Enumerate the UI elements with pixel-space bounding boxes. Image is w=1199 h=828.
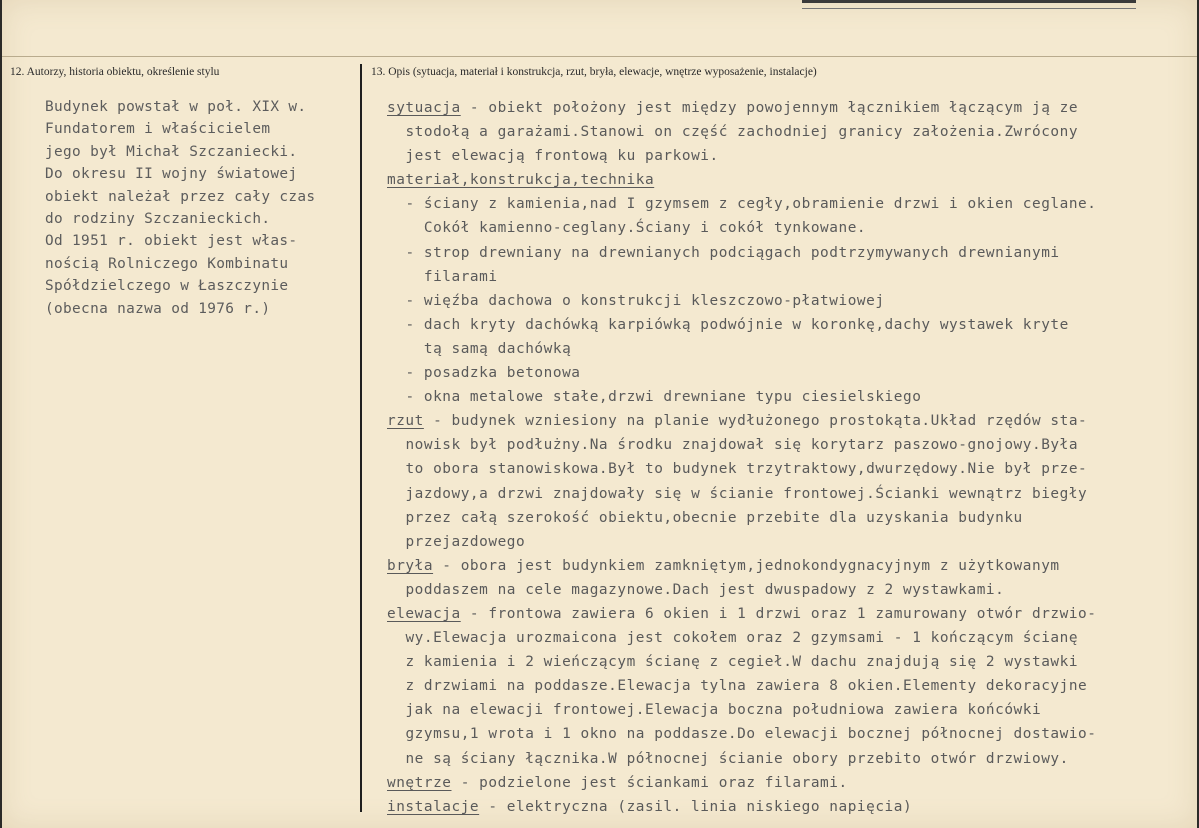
description-line [387, 265, 1177, 289]
section-keyword: sytuacja [387, 100, 461, 116]
line-text: to obora stanowiskowa.Był to budynek trzytraktowy,dwurzędowy.Nie był prze- [405, 461, 1088, 478]
description-line [387, 433, 1177, 457]
line-text: - ściany z kamienia,nad I gzymsem z cegły,obramienie drzwi i okien ceglane. [405, 196, 1097, 213]
line-text: stodołą a garażami.Stanowi on część zachodniej granicy założenia.Zwrócony [405, 124, 1079, 141]
section-keyword: instalacje [387, 798, 480, 815]
description-line [387, 409, 1177, 433]
line-text: poddaszem na cele magazynowe.Dach jest dwuspadowy z 2 wystawkami. [405, 581, 1005, 598]
description-line [387, 216, 1177, 240]
line-text: - frontowa zawiera 6 okien i 1 drzwi oraz 1 zamurowany otwór drzwio- [460, 605, 1097, 622]
history-line: nością Rolniczego Kombinatu [45, 255, 289, 272]
section-keyword: materiał,konstrukcja,technika [387, 172, 655, 189]
line-indent [387, 461, 405, 477]
description-line [387, 96, 1177, 120]
line-text: gzymsu,1 wrota i 1 okno na poddasze.Do elewacji bocznej północnej dostawio- [405, 726, 1097, 743]
description-line [387, 337, 1177, 361]
description-line [387, 241, 1177, 265]
history-line: Do okresu II wojny światowej [45, 166, 298, 183]
line-indent [387, 437, 405, 453]
description-line [387, 313, 1177, 337]
history-line: obiekt należał przez cały czas [45, 188, 316, 205]
line-text: - więźba dachowa o konstrukcji kleszczowo-płatwiowej [405, 292, 885, 309]
line-text: jazdowy,a drzwi znajdowały się w ścianie frontowej.Ścianki wewnątrz biegły [405, 485, 1088, 502]
line-indent [387, 486, 405, 502]
description-line [387, 457, 1177, 481]
history-line: Spółdzielczego w Łaszczynie [45, 278, 289, 295]
line-indent [387, 365, 405, 381]
line-indent [387, 245, 405, 261]
header-divider [2, 56, 1197, 57]
description-line [387, 385, 1177, 409]
line-text: filarami [423, 268, 498, 285]
line-indent [387, 702, 405, 718]
line-text: - dach kryty dachówką karpiówką podwójnie w koronkę,dachy wystawek kryte [405, 316, 1069, 333]
description-line [387, 698, 1177, 722]
description-line [387, 602, 1177, 626]
line-indent [387, 148, 405, 164]
description-line [387, 578, 1177, 602]
line-indent [387, 726, 405, 742]
history-line: Fundatorem i właścicielem [45, 121, 271, 138]
line-text: - podzielone jest ściankami oraz filarami. [451, 774, 848, 791]
description-line [387, 192, 1177, 216]
section-12-heading: 12. Autorzy, historia obiektu, określenie stylu [10, 66, 220, 78]
line-text: Cokół kamienno-ceglany.Ściany i cokół tynkowane. [423, 220, 867, 237]
line-indent [387, 510, 405, 526]
section-keyword: wnętrze [387, 774, 452, 791]
description-line [387, 771, 1177, 795]
description-line [387, 795, 1177, 819]
line-text: - okna metalowe stałe,drzwi drewniane typu ciesielskiego [405, 389, 922, 406]
line-text: przez całą szerokość obiektu,obecnie przebite dla uzyskania budynku [405, 509, 1023, 526]
line-text: - strop drewniany na drewnianych podciągach podtrzymywanych drewnianymi [405, 244, 1060, 261]
description-line [387, 361, 1177, 385]
line-indent [387, 389, 405, 405]
line-text: tą samą dachówką [423, 340, 572, 357]
description-line [387, 650, 1177, 674]
description-line [387, 482, 1177, 506]
top-edge-rule [802, 0, 1136, 9]
line-indent [387, 654, 405, 670]
line-indent [387, 317, 405, 333]
line-text: - elektryczna (zasil. linia niskiego napięcia) [479, 798, 913, 815]
line-indent [387, 341, 424, 357]
history-line: Budynek powstał w poł. XIX w. [45, 99, 307, 115]
line-text: jak na elewacji frontowej.Elewacja boczna południowa zawiera końcówki [405, 702, 1042, 719]
section-keyword: elewacja [387, 605, 461, 622]
line-indent [387, 124, 405, 140]
line-text: nowisk był podłużny.Na środku znajdował się korytarz paszowo-gnojowy.Była [405, 437, 1079, 454]
line-indent [387, 582, 405, 598]
description-text [387, 96, 1177, 819]
line-text: - posadzka betonowa [405, 365, 581, 382]
line-text: ne są ściany łącznika.W północnej ścianie obory przebito otwór drzwiowy. [405, 750, 1069, 767]
line-text: przejazdowego [405, 533, 526, 550]
line-text: jest elewacją frontową ku parkowi. [405, 148, 719, 165]
description-line [387, 626, 1177, 650]
line-text: - budynek wzniesiony na planie wydłużonego prostokąta.Układ rzędów sta- [423, 413, 1088, 430]
line-text: wy.Elewacja urozmaicona jest cokołem oraz 2 gzymsami - 1 kończącym ścianę [405, 630, 1079, 647]
section-keyword: rzut [387, 413, 424, 430]
description-line [387, 747, 1177, 771]
description-line [387, 722, 1177, 746]
history-line: Od 1951 r. obiekt jest włas- [45, 233, 298, 250]
inventory-card [2, 0, 1197, 828]
line-indent [387, 751, 405, 767]
line-indent [387, 678, 405, 694]
line-text: z drzwiami na poddasze.Elewacja tylna zawiera 8 okien.Elementy dekoracyjne [405, 678, 1088, 695]
line-indent [387, 196, 405, 212]
history-line: (obecna nazwa od 1976 r.) [45, 300, 271, 317]
history-line: jego był Michał Szczaniecki. [45, 143, 298, 160]
line-text: - obiekt położony jest między powojennym łącznikiem łączącym ją ze [460, 100, 1079, 116]
description-line [387, 144, 1177, 168]
description-line [387, 168, 1177, 192]
line-text: - obora jest budynkiem zamkniętym,jednokondygnacyjnym z użytkowanym [433, 557, 1060, 574]
description-line [387, 530, 1177, 554]
line-indent [387, 269, 424, 285]
description-line [387, 506, 1177, 530]
history-text [45, 96, 355, 320]
line-text: z kamienia i 2 wieńczącym ścianę z cegieł.W dachu znajdują się 2 wystawki [405, 654, 1079, 671]
history-line: do rodziny Szczanieckich. [45, 210, 271, 227]
line-indent [387, 630, 405, 646]
section-13-heading: 13. Opis (sytuacja, materiał i konstrukcja, rzut, bryła, elewacje, wnętrze wyposażenie, instalacje) [371, 66, 817, 78]
section-keyword: bryła [387, 557, 434, 574]
description-line [387, 289, 1177, 313]
line-indent [387, 534, 405, 550]
column-divider [360, 64, 362, 812]
description-line [387, 554, 1177, 578]
line-indent [387, 220, 424, 236]
line-indent [387, 293, 405, 309]
description-line [387, 120, 1177, 144]
description-line [387, 674, 1177, 698]
